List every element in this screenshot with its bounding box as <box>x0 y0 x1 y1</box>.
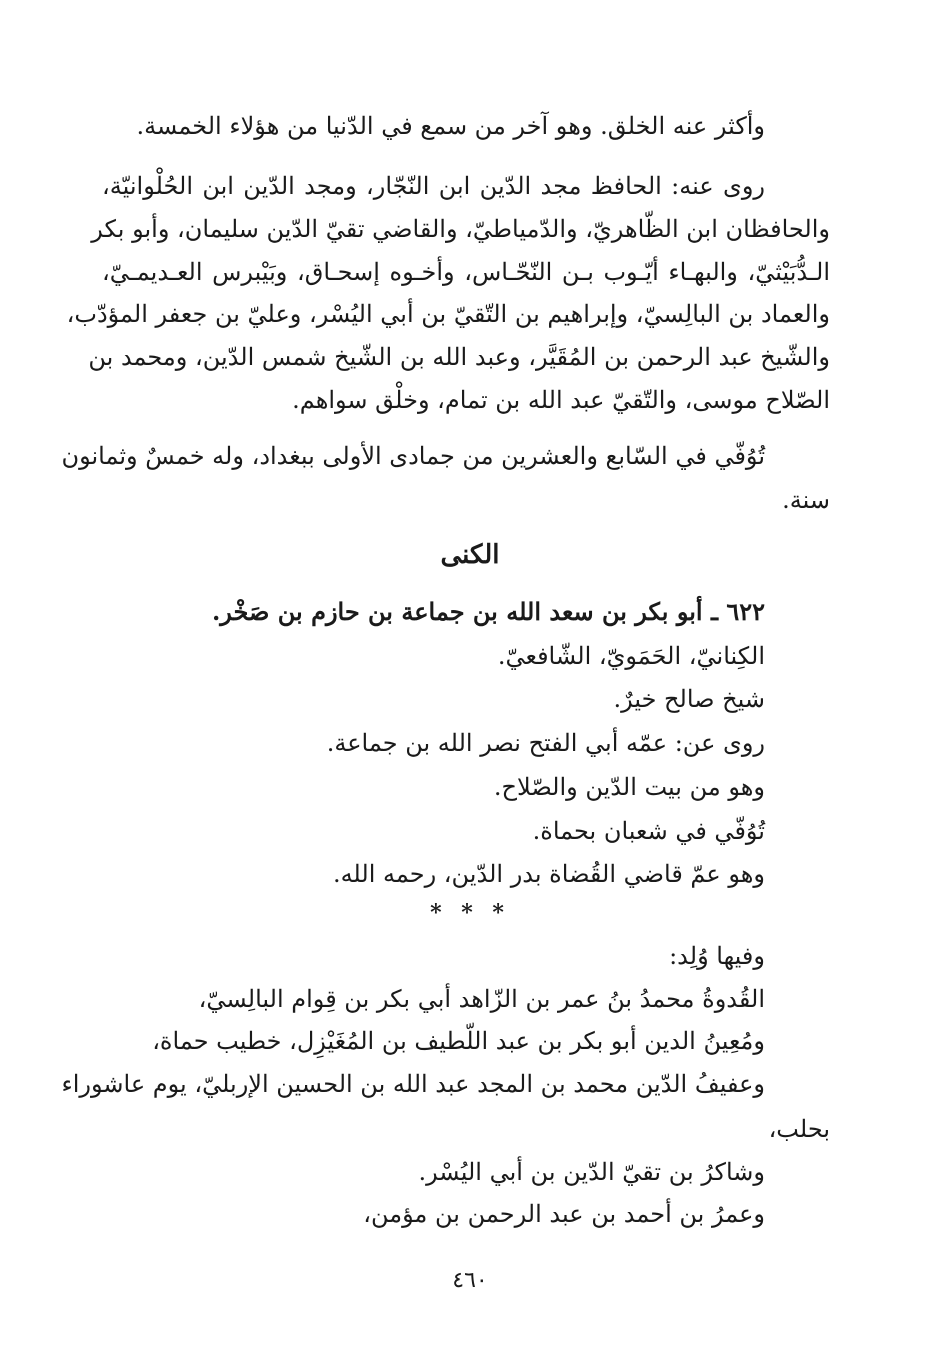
text-line: تُوُفّي في شعبان بحماة. <box>532 817 765 845</box>
text-line: وعمرُ بن أحمد بن عبد الرحمن بن مؤمن، <box>363 1200 765 1228</box>
text-line: وفيها وُلِد: <box>669 942 765 970</box>
text-line: الكِنانيّ، الحَمَويّ، الشّافعيّ. <box>497 642 765 670</box>
text-line: تُوُفّي في السّابع والعشرين من جمادى الأولى ببغداد، وله خمسٌ وثمانون <box>61 442 765 470</box>
text-line: روى عنه: الحافظ مجد الدّين ابن النّجّار، ومجد الدّين ابن الحُلْوانيّة، <box>102 172 765 200</box>
text-line: والعماد بن البالِسيّ، وإبراهيم بن التّقيّ بن أبي اليُسْر، وعليّ بن جعفر المؤدّب، <box>66 300 830 328</box>
text-line: شيخ صالح خيرٌ. <box>613 685 765 713</box>
text-line: والحافظان ابن الظّاهريّ، والدّمياطيّ، والقاضي تقيّ الدّين سليمان، وأبو بكر <box>91 215 830 243</box>
text-line: وأكثر عنه الخلق. وهو آخر من سمع في الدّنيا من هؤلاء الخمسة. <box>136 112 765 140</box>
text-line: القُدوةُ محمدُ بنُ عمر بن الزّاهد أبي بكر بن قِوام البالِسيّ، <box>198 985 765 1013</box>
text-line: وهو عمّ قاضي القُضاة بدر الدّين، رحمه الله. <box>332 860 765 888</box>
text-line: روى عن: عمّه أبي الفتح نصر الله بن جماعة. <box>326 729 765 757</box>
text-line: وشاكرُ بن تقيّ الدّين بن أبي اليُسْر. <box>418 1158 765 1186</box>
text-line: وعفيفُ الدّين محمد بن المجد عبد الله بن الحسين الإربليّ، يوم عاشوراء <box>61 1070 765 1098</box>
text-line: وهو من بيت الدّين والصّلاح. <box>493 773 765 801</box>
entry-title: ٦٢٢ ـ أبو بكر بن سعد الله بن جماعة بن حازم بن صَخْر. <box>211 597 765 626</box>
text-line: الصّلاح موسى، والتّقيّ عبد الله بن تمام، وخلْق سواهم. <box>292 386 830 414</box>
text-line: والشّيخ عبد الرحمن بن المُقَيَّر، وعبد الله بن الشّيخ شمس الدّين، ومحمد بن <box>88 343 830 371</box>
text-line: الـدُّبَيْثيّ، والبهـاء أيّـوب بـن النّحّـاس، وأخـوه إسحـاق، وبَيْبرس العـديمـيّ، <box>102 258 830 286</box>
separator-stars: * * * <box>430 900 510 926</box>
text-line: ومُعِينُ الدين أبو بكر بن عبد اللّطيف بن المُغَيْزِل، خطيب حماة، <box>152 1027 765 1055</box>
text-line: سنة. <box>782 486 830 514</box>
section-title: الكنى <box>440 540 500 570</box>
text-line: بحلب، <box>768 1115 830 1143</box>
page-number: ٤٦٠ <box>452 1268 488 1293</box>
